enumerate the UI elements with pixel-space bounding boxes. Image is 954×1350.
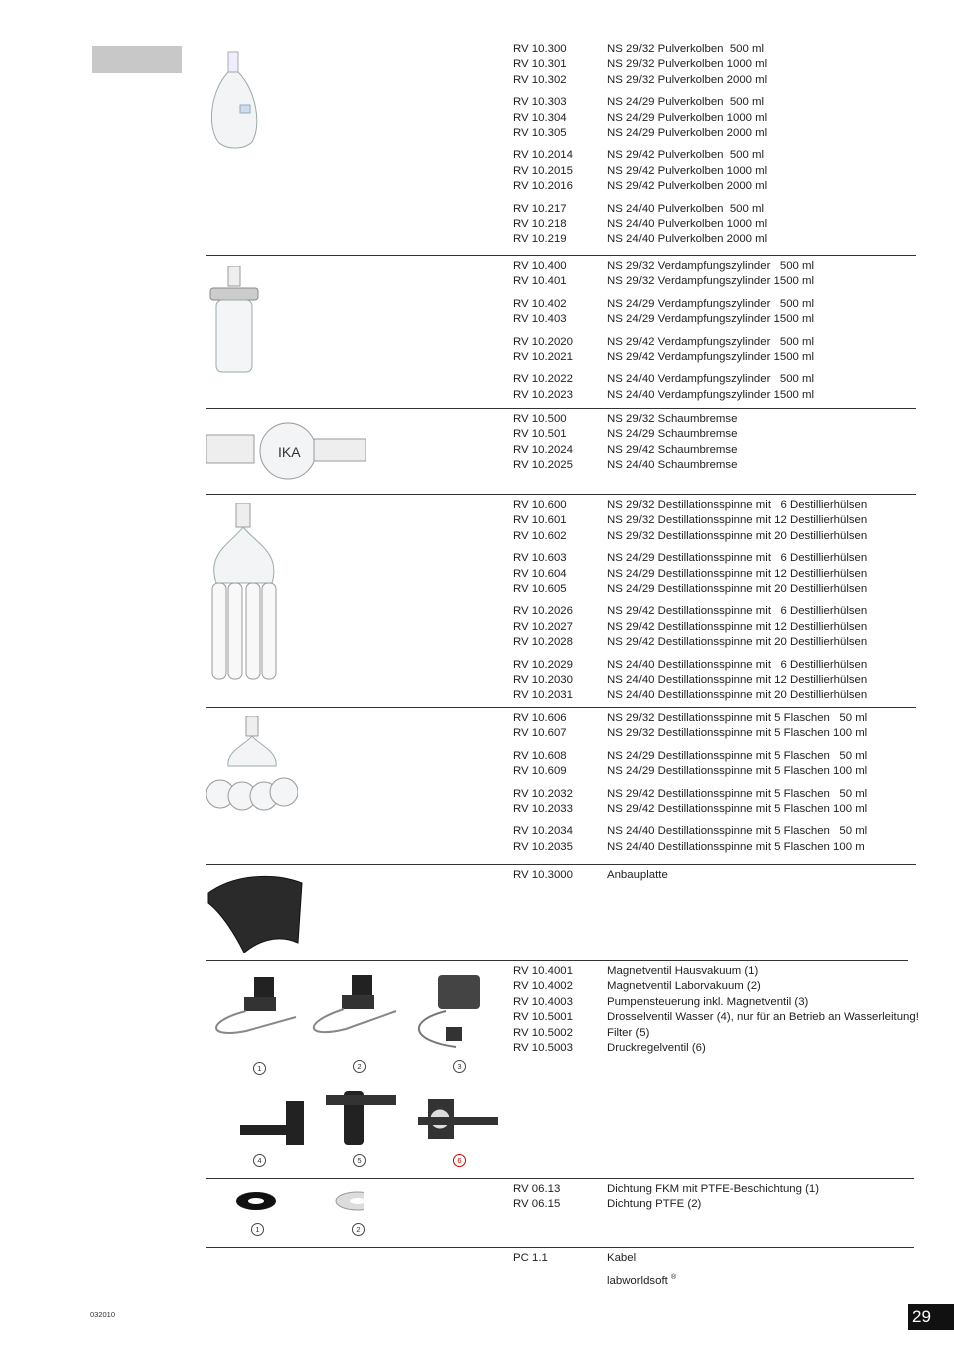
product-row bbox=[513, 824, 867, 839]
product-description: NS 29/32 Verdampfungszylinder 1500 ml bbox=[607, 275, 815, 288]
product-code: RV 10.600 bbox=[513, 499, 567, 511]
product-code: RV 10.2015 bbox=[513, 164, 573, 177]
product-list bbox=[513, 259, 814, 410]
throttle-valve-icon bbox=[240, 1101, 304, 1145]
product-row bbox=[513, 297, 814, 312]
product-row bbox=[513, 179, 767, 194]
product-description: NS 29/32 Destillationsspinne mit 5 Flaschen 100 ml bbox=[607, 727, 868, 740]
product-code: RV 10.302 bbox=[513, 73, 567, 86]
product-row bbox=[513, 498, 867, 513]
product-description: NS 24/29 Pulverkolben 1000 ml bbox=[607, 111, 768, 124]
product-group bbox=[513, 711, 867, 742]
product-code: RV 10.402 bbox=[513, 297, 567, 310]
product-description: NS 24/29 Verdampfungszylinder 1500 ml bbox=[607, 313, 815, 326]
product-description: NS 24/40 Destillationsspinne mit 20 Destillierhülsen bbox=[607, 689, 868, 702]
distillation-spider-flasks-image bbox=[206, 716, 298, 816]
product-row bbox=[513, 335, 814, 350]
product-description: NS 29/42 Destillationsspinne mit 12 Destillierhülsen bbox=[607, 620, 868, 633]
product-group bbox=[513, 1182, 819, 1213]
product-code: RV 10.5001 bbox=[513, 1011, 573, 1024]
product-description: NS 29/32 Destillationsspinne mit 20 Destillierhülsen bbox=[607, 529, 868, 542]
product-code: RV 10.602 bbox=[513, 529, 567, 542]
product-code: RV 10.300 bbox=[513, 43, 567, 55]
product-code: RV 10.2029 bbox=[513, 658, 573, 671]
product-code: RV 10.305 bbox=[513, 127, 567, 140]
product-description: Filter (5) bbox=[607, 1026, 650, 1039]
product-code: RV 10.5003 bbox=[513, 1042, 573, 1055]
product-row bbox=[513, 57, 767, 72]
product-description: NS 24/29 Destillationsspinne mit 12 Destillierhülsen bbox=[607, 567, 868, 580]
product-row bbox=[513, 688, 867, 703]
product-group bbox=[513, 372, 814, 403]
section-powder-flasks bbox=[206, 40, 916, 255]
product-group bbox=[513, 412, 737, 474]
callout-5: 5 bbox=[353, 1154, 366, 1167]
powder-flask-image bbox=[206, 50, 262, 150]
product-code: RV 10.5002 bbox=[513, 1026, 573, 1039]
section-seals bbox=[206, 1178, 914, 1249]
product-row bbox=[513, 964, 919, 979]
product-description: NS 29/32 Pulverkolben 2000 ml bbox=[607, 73, 768, 86]
product-code: RV 10.2032 bbox=[513, 787, 573, 800]
product-row bbox=[513, 443, 737, 458]
product-list bbox=[513, 711, 867, 862]
product-group bbox=[513, 749, 867, 780]
product-row bbox=[513, 1251, 636, 1266]
product-group bbox=[513, 335, 814, 366]
product-description: NS 29/42 Destillationsspinne mit 20 Destillierhülsen bbox=[607, 636, 868, 649]
product-description: NS 29/42 Destillationsspinne mit 5 Flaschen 100 ml bbox=[607, 803, 868, 816]
product-description: NS 24/40 Destillationsspinne mit 6 Destillierhülsen bbox=[607, 658, 868, 671]
product-row bbox=[513, 412, 737, 427]
product-row bbox=[513, 513, 867, 528]
svg-text:IKA: IKA bbox=[278, 444, 301, 460]
product-code: RV 10.2023 bbox=[513, 388, 573, 401]
valve-2-icon bbox=[314, 975, 396, 1032]
product-code: RV 10.4001 bbox=[513, 965, 573, 977]
foam-brake-image bbox=[206, 421, 366, 483]
product-description: NS 24/40 Pulverkolben 1000 ml bbox=[607, 218, 768, 231]
product-row bbox=[513, 111, 767, 126]
product-row bbox=[513, 312, 814, 327]
product-row bbox=[513, 749, 867, 764]
callout-2: 2 bbox=[353, 1060, 366, 1073]
product-code: RV 10.218 bbox=[513, 218, 567, 231]
product-list bbox=[513, 412, 737, 481]
section-foam-brake bbox=[206, 408, 916, 495]
section-tab bbox=[92, 46, 182, 73]
product-group bbox=[513, 824, 867, 855]
product-row bbox=[513, 802, 867, 817]
product-description: NS 29/42 Verdampfungszylinder 500 ml bbox=[607, 335, 815, 348]
product-description: NS 24/29 Destillationsspinne mit 6 Destillierhülsen bbox=[607, 552, 868, 565]
product-description: NS 29/42 Pulverkolben 2000 ml bbox=[607, 180, 768, 193]
product-description: NS 29/42 Destillationsspinne mit 6 Destillierhülsen bbox=[607, 605, 868, 618]
distillation-spider-tubes-image bbox=[206, 503, 282, 683]
product-description: NS 29/42 Destillationsspinne mit 5 Flaschen 50 ml bbox=[607, 787, 868, 800]
product-row bbox=[513, 1041, 919, 1056]
callout-6: 6 bbox=[453, 1154, 466, 1167]
product-code: RV 10.2016 bbox=[513, 180, 573, 193]
product-description: NS 24/40 Verdampfungszylinder 500 ml bbox=[607, 373, 815, 386]
product-list bbox=[513, 498, 867, 711]
product-row bbox=[513, 787, 867, 802]
product-row bbox=[513, 1182, 819, 1197]
product-code: RV 10.608 bbox=[513, 749, 567, 762]
product-code: RV 10.2020 bbox=[513, 335, 573, 348]
callout-seal-2: 2 bbox=[352, 1223, 365, 1236]
product-list bbox=[513, 1182, 819, 1220]
product-row bbox=[513, 217, 767, 232]
filter-icon bbox=[326, 1091, 396, 1145]
product-description: NS 24/40 Verdampfungszylinder 1500 ml bbox=[607, 388, 815, 401]
evaporation-cylinder-image bbox=[206, 266, 262, 376]
product-description: Dichtung FKM mit PTFE-Beschichtung (1) bbox=[607, 1183, 820, 1195]
valve-1-icon bbox=[216, 977, 296, 1033]
document-id: 032010 bbox=[90, 1310, 116, 1319]
product-code: RV 10.2026 bbox=[513, 605, 573, 618]
product-row bbox=[513, 673, 867, 688]
product-row bbox=[513, 164, 767, 179]
callout-seal-1: 1 bbox=[251, 1223, 264, 1236]
product-row bbox=[513, 148, 767, 163]
product-code: RV 10.2035 bbox=[513, 840, 573, 853]
product-code: RV 06.13 bbox=[513, 1183, 561, 1195]
product-description: NS 24/40 Destillationsspinne mit 5 Flaschen 100 m bbox=[607, 840, 865, 853]
product-code: RV 10.304 bbox=[513, 111, 567, 124]
product-row bbox=[513, 620, 867, 635]
product-row bbox=[513, 529, 867, 544]
product-row bbox=[513, 711, 867, 726]
product-description: Magnetventil Hausvakuum (1) bbox=[607, 965, 759, 977]
product-description: Dichtung PTFE (2) bbox=[607, 1198, 702, 1211]
product-code: RV 10.2022 bbox=[513, 373, 573, 386]
product-code: RV 10.219 bbox=[513, 233, 567, 246]
product-row bbox=[513, 764, 867, 779]
product-description: NS 24/29 Pulverkolben 500 ml bbox=[607, 96, 765, 109]
product-code: RV 10.609 bbox=[513, 765, 567, 778]
product-code: RV 10.603 bbox=[513, 552, 567, 565]
product-row bbox=[513, 868, 668, 883]
product-code: RV 10.605 bbox=[513, 583, 567, 596]
product-group bbox=[513, 95, 767, 141]
product-row bbox=[513, 458, 737, 473]
product-description: Kabel bbox=[607, 1252, 637, 1264]
software-name: labworldsoft ® bbox=[607, 1274, 677, 1287]
pressure-regulator-icon bbox=[418, 1099, 498, 1139]
product-code: RV 10.4002 bbox=[513, 980, 573, 993]
product-list bbox=[513, 964, 919, 1063]
callout-4: 4 bbox=[253, 1154, 266, 1167]
product-group bbox=[513, 297, 814, 328]
product-code: RV 10.401 bbox=[513, 275, 567, 288]
product-code: PC 1.1 bbox=[513, 1252, 548, 1264]
product-group bbox=[513, 964, 919, 1056]
product-row bbox=[513, 1026, 919, 1041]
mounting-plate-image bbox=[206, 873, 306, 953]
product-description: NS 29/42 Verdampfungszylinder 1500 ml bbox=[607, 351, 815, 364]
product-description: NS 24/40 Pulverkolben 500 ml bbox=[607, 202, 765, 215]
product-row bbox=[513, 95, 767, 110]
product-row bbox=[513, 372, 814, 387]
product-group bbox=[513, 42, 767, 88]
product-description: Pumpensteuerung inkl. Magnetventil (3) bbox=[607, 995, 809, 1008]
product-group bbox=[513, 259, 814, 290]
product-code: RV 10.403 bbox=[513, 313, 567, 326]
product-code: RV 10.2027 bbox=[513, 620, 573, 633]
product-description: NS 24/29 Destillationsspinne mit 20 Destillierhülsen bbox=[607, 583, 868, 596]
product-description: NS 29/42 Pulverkolben 1000 ml bbox=[607, 164, 768, 177]
section-evaporation-cylinders bbox=[206, 255, 916, 409]
product-code: RV 10.601 bbox=[513, 514, 567, 527]
product-row bbox=[513, 582, 867, 597]
section-mounting-plate bbox=[206, 864, 916, 961]
product-group bbox=[513, 658, 867, 704]
product-row bbox=[513, 658, 867, 673]
product-row bbox=[513, 427, 737, 442]
section-distillation-spider-tubes bbox=[206, 494, 916, 708]
product-description: Anbauplatte bbox=[607, 869, 668, 881]
product-description: NS 29/42 Schaumbremse bbox=[607, 443, 738, 456]
product-description: NS 29/32 Destillationsspinne mit 6 Destillierhülsen bbox=[607, 499, 868, 511]
product-row bbox=[513, 567, 867, 582]
product-code: RV 10.606 bbox=[513, 712, 567, 724]
product-row bbox=[513, 232, 767, 247]
callout-1: 1 bbox=[253, 1062, 266, 1075]
product-list bbox=[513, 42, 767, 255]
product-row bbox=[513, 1010, 919, 1025]
product-description: NS 29/32 Destillationsspinne mit 12 Destillierhülsen bbox=[607, 514, 868, 527]
product-description: NS 24/29 Schaumbremse bbox=[607, 428, 738, 441]
product-code: RV 10.501 bbox=[513, 428, 567, 441]
product-row bbox=[513, 604, 867, 619]
product-row bbox=[513, 42, 767, 57]
product-code: RV 10.2034 bbox=[513, 825, 573, 838]
product-code: RV 10.2024 bbox=[513, 443, 573, 456]
product-row bbox=[513, 350, 814, 365]
product-group bbox=[513, 1251, 636, 1266]
callout-3: 3 bbox=[453, 1060, 466, 1073]
product-group bbox=[513, 202, 767, 248]
product-group bbox=[513, 148, 767, 194]
product-row bbox=[513, 979, 919, 994]
product-code: RV 06.15 bbox=[513, 1198, 561, 1211]
product-code: RV 10.2030 bbox=[513, 674, 573, 687]
product-code: RV 10.607 bbox=[513, 727, 567, 740]
product-description: Drosselventil Wasser (4), nur für an Betrieb an Wasserleitung! bbox=[607, 1011, 919, 1024]
product-description: Druckregelventil (6) bbox=[607, 1042, 706, 1055]
product-row bbox=[513, 259, 814, 274]
product-description: NS 24/29 Destillationsspinne mit 5 Flaschen 100 ml bbox=[607, 765, 868, 778]
product-code: RV 10.604 bbox=[513, 567, 567, 580]
section-distillation-spider-flasks bbox=[206, 707, 916, 865]
product-description: NS 24/40 Pulverkolben 2000 ml bbox=[607, 233, 768, 246]
pump-control-icon bbox=[419, 975, 480, 1047]
product-description: NS 24/40 Schaumbremse bbox=[607, 459, 738, 472]
product-code: RV 10.2031 bbox=[513, 689, 573, 702]
section-valves bbox=[206, 960, 919, 1179]
product-row bbox=[513, 388, 814, 403]
section-cable bbox=[206, 1247, 914, 1308]
product-group bbox=[513, 868, 668, 883]
product-code: RV 10.3000 bbox=[513, 869, 573, 881]
product-description: NS 29/32 Pulverkolben 1000 ml bbox=[607, 58, 768, 71]
product-group bbox=[513, 498, 867, 544]
product-code: RV 10.2025 bbox=[513, 459, 573, 472]
product-row bbox=[513, 995, 919, 1010]
product-row bbox=[513, 840, 867, 855]
product-row bbox=[513, 274, 814, 289]
product-group bbox=[513, 604, 867, 650]
page-number: 29 bbox=[908, 1304, 954, 1330]
product-description: NS 29/32 Pulverkolben 500 ml bbox=[607, 43, 765, 55]
product-description: NS 24/40 Destillationsspinne mit 5 Flaschen 50 ml bbox=[607, 825, 868, 838]
product-description: NS 29/32 Verdampfungszylinder 500 ml bbox=[607, 260, 815, 272]
product-list bbox=[513, 868, 668, 890]
product-code: RV 10.400 bbox=[513, 260, 567, 272]
product-group bbox=[513, 551, 867, 597]
product-description: NS 24/29 Verdampfungszylinder 500 ml bbox=[607, 297, 815, 310]
product-row bbox=[513, 726, 867, 741]
product-description: NS 29/32 Destillationsspinne mit 5 Flaschen 50 ml bbox=[607, 712, 868, 724]
product-row bbox=[513, 202, 767, 217]
product-code: RV 10.2014 bbox=[513, 149, 573, 162]
product-description: NS 29/32 Schaumbremse bbox=[607, 413, 738, 425]
product-description: NS 24/29 Pulverkolben 2000 ml bbox=[607, 127, 768, 140]
product-row bbox=[513, 635, 867, 650]
product-code: RV 10.4003 bbox=[513, 995, 573, 1008]
product-code: RV 10.303 bbox=[513, 96, 567, 109]
product-code: RV 10.2033 bbox=[513, 803, 573, 816]
seals-image bbox=[234, 1187, 364, 1217]
product-list bbox=[513, 1251, 636, 1273]
product-row bbox=[513, 1197, 819, 1212]
product-code: RV 10.217 bbox=[513, 202, 567, 215]
product-description: NS 24/40 Destillationsspinne mit 12 Destillierhülsen bbox=[607, 674, 868, 687]
product-description: Magnetventil Laborvakuum (2) bbox=[607, 980, 761, 993]
product-code: RV 10.301 bbox=[513, 58, 567, 71]
product-row bbox=[513, 73, 767, 88]
product-code: RV 10.2028 bbox=[513, 636, 573, 649]
product-description: NS 24/29 Destillationsspinne mit 5 Flaschen 50 ml bbox=[607, 749, 868, 762]
product-description: NS 29/42 Pulverkolben 500 ml bbox=[607, 149, 765, 162]
product-group bbox=[513, 787, 867, 818]
product-row bbox=[513, 551, 867, 566]
product-code: RV 10.500 bbox=[513, 413, 567, 425]
product-row bbox=[513, 126, 767, 141]
product-code: RV 10.2021 bbox=[513, 351, 573, 364]
